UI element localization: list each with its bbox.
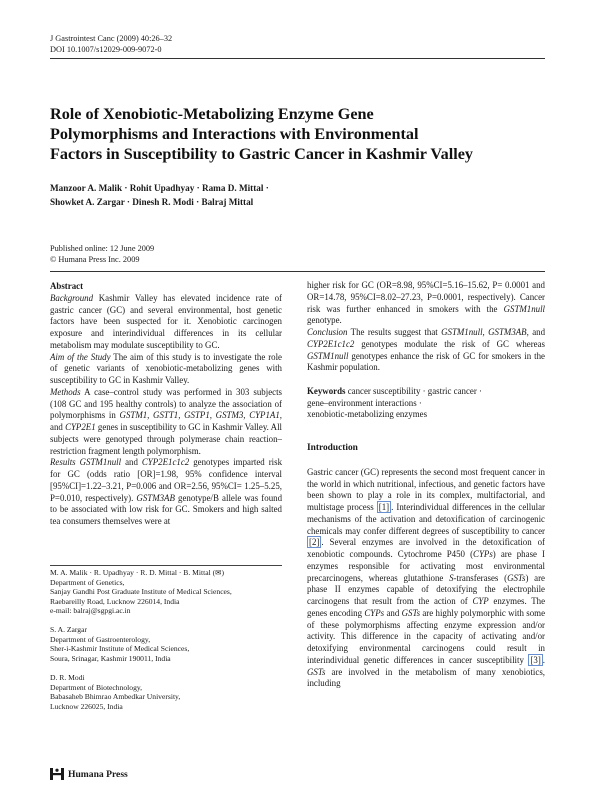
journal-header bbox=[50, 34, 172, 55]
copyright: © Humana Press Inc. 2009 bbox=[50, 254, 140, 264]
title-line: Polymorphisms and Interactions with Environmental bbox=[50, 125, 419, 143]
affiliation-names: D. R. Modi bbox=[50, 673, 85, 682]
abstract-results: Results GSTM1null and CYP2E1c1c2 genotypes imparted risk for GC (odds ratio [OR]=1.98, 95% confidence interval [95%CI]=1.22–3.21, P=0.006 and OR=2.56, 95%CI= 1.25–5.25, P=0.010, respectively). GSTM3AB genotype/B allele was found to be associated with low risk for GC. Smokers and high salted tea consumers themselves were at bbox=[50, 457, 283, 526]
abstract-rule bbox=[50, 271, 545, 272]
humana-press-logo-icon bbox=[50, 768, 64, 780]
keyword-line: gene–environment interactions · bbox=[307, 397, 422, 408]
keyword-line: xenobiotic-metabolizing enzymes bbox=[307, 409, 428, 420]
affiliation-2 bbox=[50, 625, 282, 663]
affiliation-addr: Lucknow 226025, India bbox=[50, 701, 123, 711]
affiliation-dept: Department of Biotechnology, bbox=[50, 682, 143, 692]
affiliation-dept: Department of Gastroenterology, bbox=[50, 634, 151, 644]
citation-link[interactable]: [2] bbox=[309, 537, 320, 548]
title-line: Factors in Susceptibility to Gastric Cancer in Kashmir Valley bbox=[50, 145, 473, 163]
publisher-logo bbox=[50, 768, 128, 780]
affiliation-inst: Sanjay Gandhi Post Graduate Institute of Medical Sciences, bbox=[50, 587, 232, 597]
affiliation-inst: Sher-i-Kashmir Institute of Medical Sciences, bbox=[50, 644, 190, 654]
right-column bbox=[307, 280, 545, 690]
citation-link[interactable]: [1] bbox=[378, 502, 390, 513]
publication-info bbox=[50, 244, 154, 265]
affiliation-addr: Raebareilly Road, Lucknow 226014, India bbox=[50, 596, 180, 606]
affiliation-dept: Department of Genetics, bbox=[50, 577, 125, 587]
affiliation-1 bbox=[50, 568, 282, 616]
article-title bbox=[50, 104, 510, 164]
publisher-name: Humana Press bbox=[68, 768, 128, 780]
abstract-heading: Abstract bbox=[50, 281, 84, 291]
abstract-aim: Aim of the Study The aim of this study is to investigate the role of genetic variants of xenobiotic-metabolizing genes with susceptibility to GC in Kashmir Valley. bbox=[50, 351, 282, 385]
keywords bbox=[307, 386, 545, 421]
introduction-paragraph: Gastric cancer (GC) represents the second most frequent cancer in the world in which nutritional, infectious, and genetic factors have been shown to play a role in its complex, multifactorial, and multistage process [1] . Interindividual differences in the cellular mechanisms of the activation and detoxification of carcinogenic chemicals may confer different degrees of susceptibility to cancer [2] . Several enzymes are involved in the detoxification of xenobiotic compounds. Cytochrome P450 (CYPs) are phase I enzymes responsible for activating most environmental precarcinogens, whereas glutathione S-transferases (GSTs) are phase II enzymes capable of detoxifying the electrophile carcinogens that result from the action of CYP enzymes. The genes encoding CYPs and GSTs are highly polymorphic with some of these polymorphisms affecting enzyme expression and/or activity. This difference in the capacity of activating and/or detoxifying environmental carcinogens could result in interindividual genetic differences in cancer susceptibility [3] . GSTs are involved in the metabolism of many xenobiotics, including bbox=[307, 466, 546, 689]
author-line: Showket A. Zargar · Dinesh R. Modi · Balraj Mittal bbox=[50, 197, 254, 207]
abstract-methods: Methods A case–control study was performed in 303 subjects (108 GC and 195 healthy controls) to analyze the association of polymorphisms in GSTM1, GSTT1, GSTP1, GSTM3, CYP1A1, and CYP2E1 genes in susceptibility to GC in Kashmir Valley. All subjects were genotyped through polymerase chain reaction–restriction fragment length polymorphism. bbox=[50, 386, 282, 456]
keywords-label: Keywords bbox=[307, 386, 346, 396]
footnote-rule bbox=[50, 565, 282, 566]
citation-link[interactable]: [3] bbox=[530, 654, 541, 665]
keyword-line: cancer susceptibility · gastric cancer · bbox=[347, 386, 482, 396]
author-list bbox=[50, 181, 269, 209]
affiliation-3 bbox=[50, 673, 282, 711]
title-line: Role of Xenobiotic-Metabolizing Enzyme Gene bbox=[50, 105, 374, 123]
affiliation-addr: Soura, Srinagar, Kashmir 190011, India bbox=[50, 653, 171, 663]
affiliation-inst: Babasaheb Bhimrao Ambedkar University, bbox=[50, 692, 181, 702]
abstract bbox=[50, 281, 282, 528]
published-date: Published online: 12 June 2009 bbox=[50, 244, 155, 253]
abstract-results-continued: higher risk for GC (OR=8.98, 95%CI=5.16–15.62, P= 0.0001 and OR=14.78, 95%CI=8.02–27.23, P=0.0001, respectively). Cancer risk was further enhanced in smokers with the GSTM1null genotype. bbox=[307, 280, 546, 326]
affiliation-email[interactable]: e-mail: balraj@sgpgi.ac.in bbox=[50, 606, 131, 616]
doi[interactable]: DOI 10.1007/s12029-009-9072-0 bbox=[50, 44, 162, 54]
abstract-conclusion: Conclusion The results suggest that GSTM1null, GSTM3AB, and CYP2E1c1c2 genotypes modulate the risk of GC whereas GSTM1null genotypes enhance the risk of GC for smokers in the Kashmir population. bbox=[307, 327, 546, 373]
affiliation-names: M. A. Malik · R. Upadhyay · R. D. Mittal · B. Mittal (✉) bbox=[50, 568, 225, 577]
author-line: Manzoor A. Malik · Rohit Upadhyay · Rama D. Mittal · bbox=[50, 183, 269, 193]
introduction-heading: Introduction bbox=[307, 443, 358, 454]
journal-citation: J Gastrointest Canc (2009) 40:26–32 bbox=[50, 34, 173, 43]
affiliation-names: S. A. Zargar bbox=[50, 625, 87, 634]
abstract-background: Background Kashmir Valley has elevated incidence rate of gastric cancer (GC) and several environmental, host genetic factors have been suspected for it. Xenobiotic carcinogen exposure and interindividual differences in its cellular metabolism may modulate susceptibility to GC. bbox=[50, 292, 282, 350]
header-rule bbox=[50, 58, 545, 59]
